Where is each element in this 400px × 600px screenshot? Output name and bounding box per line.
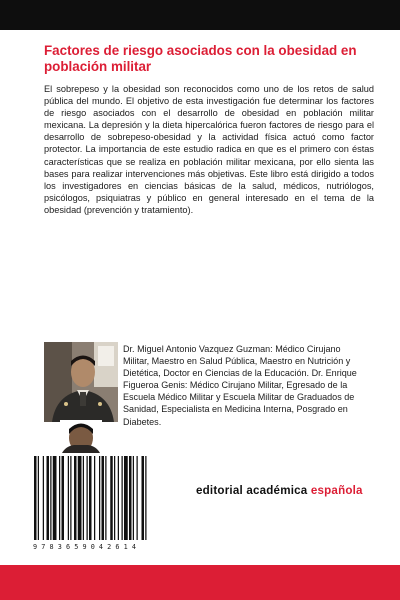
isbn-digits: 9783659042614 [33,543,141,551]
author-bio: Dr. Miguel Antonio Vazquez Guzman: Médico Cirujano Militar, Maestro en Salud Pública, Maestro en Nutrición y Dietética, Doctor en Ciencias de la Educación. Dr. Enrique Figueroa Genis: Médico Cirujano Militar, Egresado de la Escuela Médico Militar y Escuela Militar de Graduados de Sanidad, Especialista en Medicina Interna, Posgrado en Diabetes. [123,344,357,427]
publisher-name-accent: española [310,484,363,497]
book-summary: El sobrepeso y la obesidad son reconocidos como uno de los retos de salud pública del mundo. El objetivo de esta investigación fue determinar los factores de riesgo asociados con el desarrollo de obesidad en población militar mexicana. La depresión y la dieta hipercalórica fueron factores de riesgo para el desarrollo de sobrepeso-obesidad y la actividad física actuó como factor protector. La importancia de este estudio radica en que es el primero con éstas características que se realiza en población militar mexicana, por ello sienta las bases para realizar intervenciones más objetivas. Este libro está dirigido a todos los investigadores en ciencias básicas de la salud, médicos, nutriólogos, psicólogos, psiquiatras y público en general interesado en el tema de la obesidad (prevención y tratamiento). [44,84,374,215]
book-title: Factores de riesgo asociados con la obesidad en población militar [44,43,357,74]
second-author-photo [60,420,102,453]
publisher-logo-text [196,484,386,497]
author-photo [44,342,118,422]
top-color-band [0,0,400,30]
isbn-barcode [30,454,181,550]
publisher-name: editorial académica [196,484,308,497]
bottom-color-band [0,565,400,600]
